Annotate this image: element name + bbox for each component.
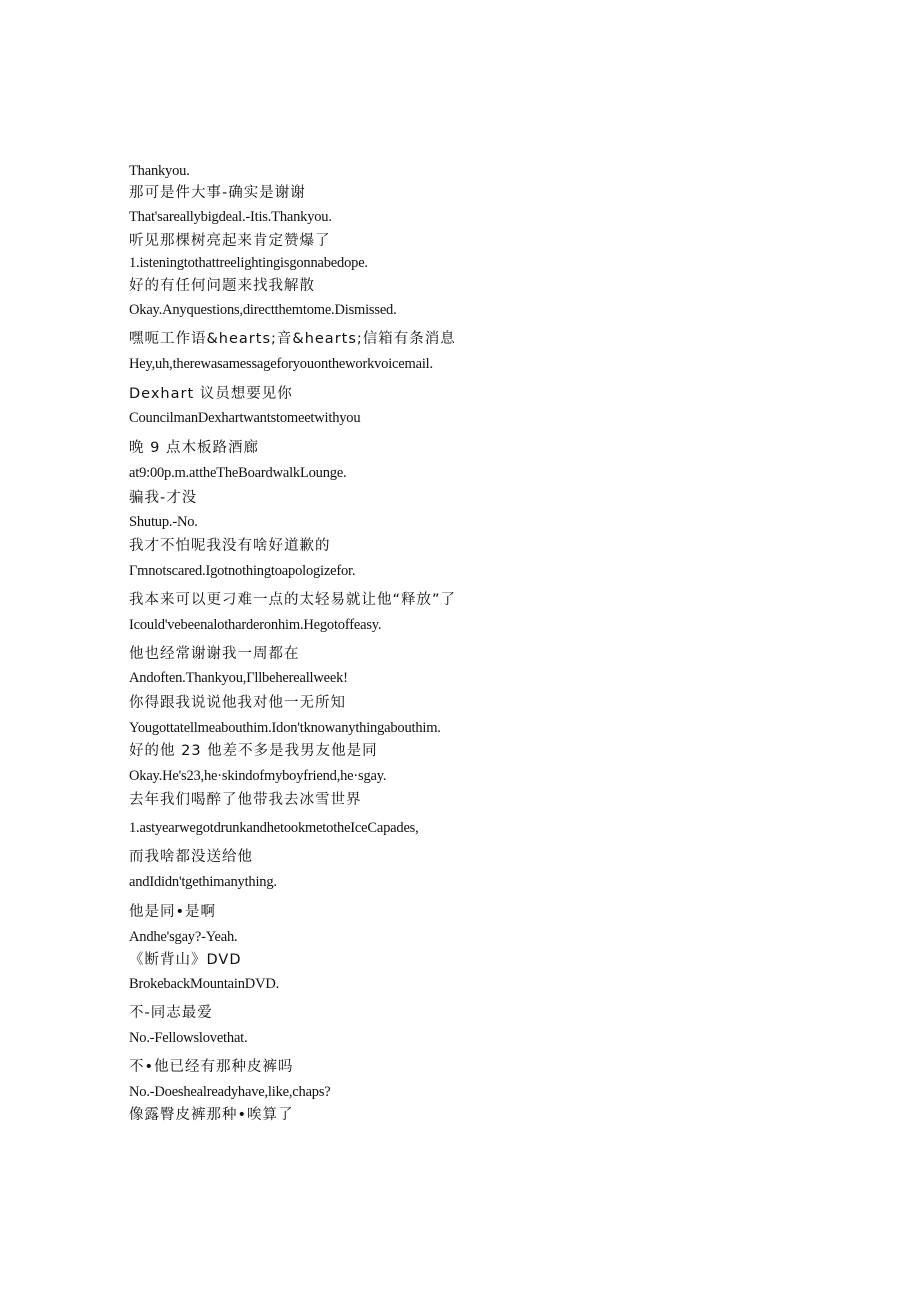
subtitle-line-zh: 骗我-才没 bbox=[129, 490, 198, 506]
subtitle-line-en: BrokebackMountainDVD. bbox=[129, 976, 280, 992]
subtitle-line-zh: 他也经常谢谢我一周都在 bbox=[129, 646, 300, 662]
subtitle-line-en: Okay.Anyquestions,directthemtome.Dismissed. bbox=[129, 302, 397, 318]
subtitle-line-en: Shutup.-No. bbox=[129, 514, 198, 530]
subtitle-line-en: Yougottatellmeabouthim.Idon'tknowanythingabouthim. bbox=[129, 720, 441, 736]
subtitle-line-zh: 那可是件大事-确实是谢谢 bbox=[129, 185, 306, 201]
subtitle-line-zh: 不•他已经有那种皮裤吗 bbox=[129, 1059, 294, 1075]
subtitle-line-en: andIdidn'tgethimanything. bbox=[129, 874, 277, 890]
subtitle-line-zh: 《断背山》DVD bbox=[129, 952, 242, 968]
subtitle-line-zh: 而我啥都没送给他 bbox=[129, 849, 253, 865]
subtitle-line-en: 1.astyearwegotdrunkandhetookmetotheIceCapades, bbox=[129, 820, 419, 836]
subtitle-line-en: Okay.He's23,he·skindofmyboyfriend,he·sgay. bbox=[129, 768, 387, 784]
subtitle-line-zh: 不-同志最爱 bbox=[129, 1005, 213, 1021]
subtitle-line-en: No.-Doeshealreadyhave,like,chaps? bbox=[129, 1084, 331, 1100]
subtitle-line-zh: 你得跟我说说他我对他一无所知 bbox=[129, 695, 346, 711]
subtitle-line-zh: 晚 9 点木板路酒廊 bbox=[129, 440, 259, 456]
subtitle-line-zh: 好的他 23 他差不多是我男友他是同 bbox=[129, 743, 378, 759]
subtitle-line-en: CouncilmanDexhartwantstomeetwithyou bbox=[129, 410, 361, 426]
subtitle-line-zh: 我才不怕呢我没有啥好道歉的 bbox=[129, 538, 331, 554]
subtitle-line-en: Andhe'sgay?-Yeah. bbox=[129, 929, 238, 945]
subtitle-line-en: Thankyou. bbox=[129, 163, 190, 179]
subtitle-line-zh: 他是同•是啊 bbox=[129, 904, 217, 920]
subtitle-line-en: 1.isteningtothattreelightingisgonnabedope. bbox=[129, 255, 368, 271]
subtitle-line-zh: 听见那棵树亮起来肯定赞爆了 bbox=[129, 233, 331, 249]
subtitle-line-en: Γmnotscared.Igotnothingtoapologizefor. bbox=[129, 563, 356, 579]
subtitle-line-zh: 嘿呃工作语&hearts;音&hearts;信箱有条消息 bbox=[129, 331, 456, 347]
subtitle-line-en: Icould'vebeenalotharderonhim.Hegotoffeasy. bbox=[129, 617, 382, 633]
subtitle-line-zh: 我本来可以更刁难一点的太轻易就让他“释放”了 bbox=[129, 592, 457, 608]
subtitle-line-en: at9:00p.m.attheTheBoardwalkLounge. bbox=[129, 465, 347, 481]
subtitle-line-en: Hey,uh,therewasamessageforyouontheworkvoicemail. bbox=[129, 356, 433, 372]
subtitle-line-zh: Dexhart 议员想要见你 bbox=[129, 386, 293, 402]
subtitle-line-zh: 去年我们喝醉了他带我去冰雪世界 bbox=[129, 792, 362, 808]
subtitle-line-zh: 像露臀皮裤那种•唉算了 bbox=[129, 1107, 294, 1123]
subtitle-line-en: Andoften.Thankyou,Γllbehereallweek! bbox=[129, 670, 348, 686]
subtitle-line-zh: 好的有任何问题来找我解散 bbox=[129, 278, 315, 294]
subtitle-line-en: No.-Fellowslovethat. bbox=[129, 1030, 248, 1046]
subtitle-line-en: That'sareallybigdeal.-Itis.Thankyou. bbox=[129, 209, 332, 225]
